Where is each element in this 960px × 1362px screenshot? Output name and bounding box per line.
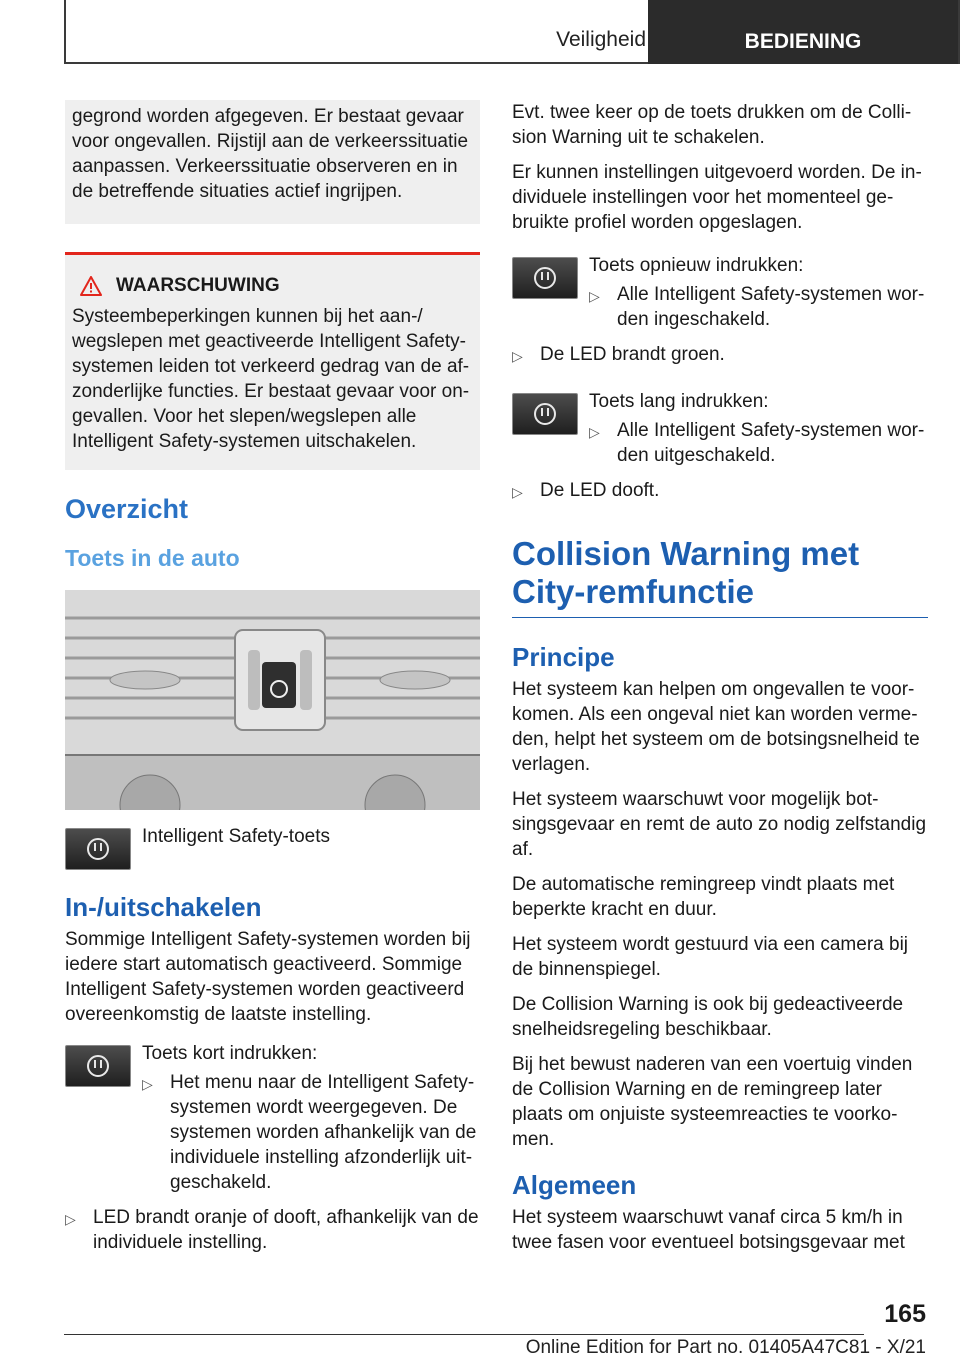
paragraph: Het systeem waarschuwt vanaf circa 5 km/h in twee fasen voor eventueel botsingsgevaar met bbox=[512, 1207, 905, 1253]
warning-box bbox=[65, 252, 480, 470]
again-press-row bbox=[512, 253, 928, 332]
short-press-row bbox=[65, 1041, 480, 1195]
paragraph: Het systeem kan helpen om ongevallen te voor-komen. Als een ongeval niet kan worden verme-den, helpt het systeem om de botsingsnelheid te verlagen. bbox=[512, 679, 920, 775]
bullet-triangle-icon: ▷ bbox=[512, 348, 523, 364]
inuit-paragraph: Sommige Intelligent Safety-systemen worden bij iedere start automatisch geactiveerd. Sommige Intelligent Safety-systemen worden geactiveerd overeenkomstig de laatste instelling. bbox=[65, 929, 471, 1025]
paragraph: Evt. twee keer op de toets drukken om de Colli-sion Warning uit te schakelen. bbox=[512, 102, 912, 148]
warning-heading bbox=[80, 273, 473, 298]
again-press-label: Toets opnieuw indrukken: bbox=[589, 255, 804, 276]
intelligent-safety-button-icon bbox=[65, 1045, 131, 1087]
list-item: ▷ Alle Intelligent Safety-systemen wor-den ingeschakeld. bbox=[589, 284, 925, 330]
bullet-triangle-icon: ▷ bbox=[65, 1211, 76, 1227]
warning-title: WAARSCHUWING bbox=[116, 275, 280, 296]
footer-divider bbox=[64, 1334, 864, 1335]
bullet-triangle-icon: ▷ bbox=[589, 288, 600, 304]
paragraph: Het systeem wordt gestuurd via een camera bij de binnenspiegel. bbox=[512, 934, 909, 980]
right-column bbox=[512, 100, 928, 1265]
list-item: ▷ Alle Intelligent Safety-systemen wor-den uitgeschakeld. bbox=[589, 420, 925, 466]
warning-text: Systeembeperkingen kunnen bij het aan-/ wegslepen met geactiveerde Intelligent Safety-systemen leiden tot verkeerd gedrag van de af-zonderlijke functies. Er bestaat gevaar voor on-gevallen. Voor het slepen/wegslepen alle Intelligent Safety-systemen uitschakelen. bbox=[72, 306, 470, 452]
chapter-heading: Collision Warning met City-remfunctie bbox=[512, 535, 928, 618]
list-item: ▷ Het menu naar de Intelligent Safety-systemen wordt weergegeven. De systemen worden afhankelijk van de individuele instelling afzonderlijk uit-geschakeld. bbox=[142, 1072, 477, 1193]
bullet-triangle-icon: ▷ bbox=[589, 424, 600, 440]
warning-triangle-icon bbox=[80, 276, 102, 296]
key-caption: Intelligent Safety-toets bbox=[142, 826, 330, 847]
short-press-label: Toets kort indrukken: bbox=[142, 1043, 318, 1064]
header-chapter-tab: BEDIENING bbox=[648, 0, 958, 64]
intelligent-safety-button-icon bbox=[512, 257, 578, 299]
heading-toets-in-de-auto: Toets in de auto bbox=[65, 545, 240, 571]
bullet-triangle-icon: ▷ bbox=[512, 484, 523, 500]
paragraph: Bij het bewust naderen van een voertuig vinden de Collision Warning en de remingreep later plaats om onjuiste systeemreacties te voorko-men. bbox=[512, 1054, 913, 1150]
header-section-title: Veiligheid bbox=[556, 28, 646, 51]
intelligent-safety-button-icon bbox=[512, 393, 578, 435]
long-press-row bbox=[512, 389, 928, 468]
paragraph: Er kunnen instellingen uitgevoerd worden. De in-dividuele instellingen voor het momenteel ge-bruikte profiel worden opgeslagen. bbox=[512, 162, 922, 233]
heading-principe: Principe bbox=[512, 642, 615, 672]
heading-overzicht: Overzicht bbox=[65, 494, 189, 524]
key-caption-row bbox=[65, 824, 480, 870]
paragraph: Het systeem waarschuwt voor mogelijk bot-singsgevaar en remt de auto zo nodig zelfstandig af. bbox=[512, 789, 927, 860]
left-column bbox=[65, 100, 480, 1255]
intelligent-safety-button-icon bbox=[65, 828, 131, 870]
dashboard-button-photo bbox=[65, 590, 480, 810]
page-number: 165 bbox=[884, 1300, 926, 1328]
list-item: ▷ De LED brandt groen. bbox=[512, 342, 928, 369]
page-header bbox=[64, 0, 960, 64]
edition-footer: Online Edition for Part no. 01405A47C81 - X/21 bbox=[525, 1337, 926, 1358]
paragraph: De Collision Warning is ook bij gedeactiveerde snelheidsregeling beschikbaar. bbox=[512, 994, 904, 1040]
list-item: ▷ LED brandt oranje of dooft, afhankelijk van de individuele instelling. bbox=[65, 1207, 479, 1253]
heading-in-uitschakelen: In-/uitschakelen bbox=[65, 892, 262, 922]
list-item: ▷ De LED dooft. bbox=[512, 478, 928, 505]
intro-note: gegrond worden afgegeven. Er bestaat gevaar voor ongevallen. Rijstijl aan de verkeerssituatie aanpassen. Verkeerssituatie observeren en in de betreffende situaties actief ingrijpen. bbox=[65, 100, 480, 224]
paragraph: De automatische remingreep vindt plaats met beperkte kracht en duur. bbox=[512, 874, 895, 920]
bullet-triangle-icon: ▷ bbox=[142, 1076, 153, 1092]
long-press-label: Toets lang indrukken: bbox=[589, 391, 769, 412]
heading-algemeen: Algemeen bbox=[512, 1170, 637, 1200]
